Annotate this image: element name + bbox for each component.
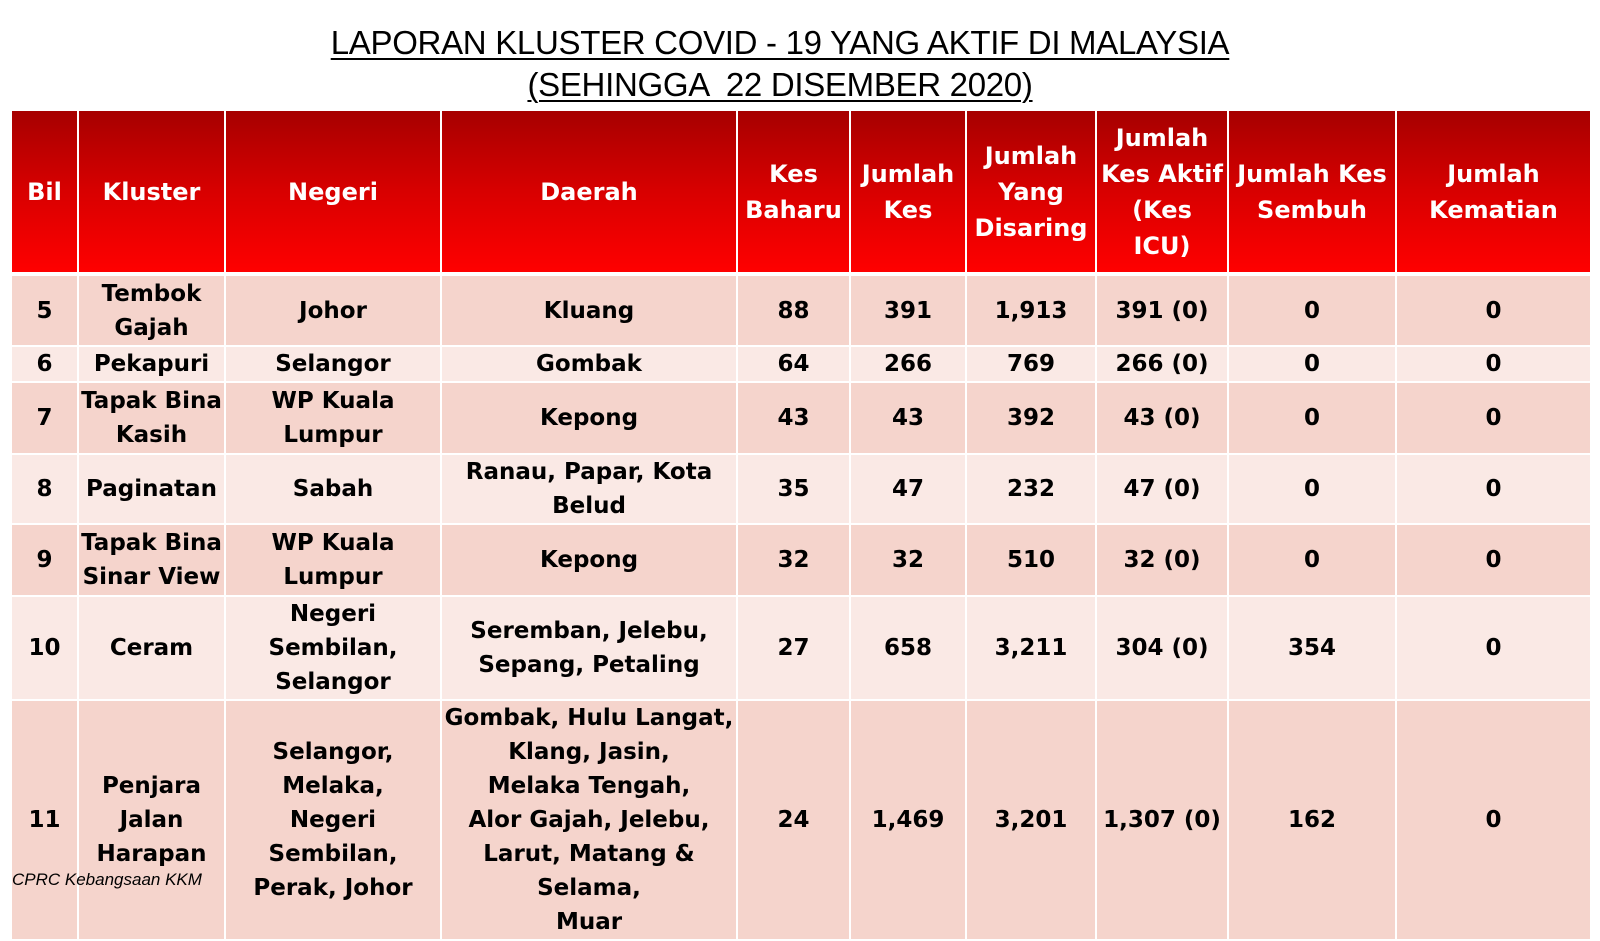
cell-disaring: 3,211 [966, 596, 1096, 700]
cell-negeri: Selangor [225, 346, 441, 382]
cell-daerah: Kepong [441, 524, 737, 596]
cell-disaring: 232 [966, 454, 1096, 524]
cell-daerah: Gombak, Hulu Langat, Klang, Jasin, Melaka Tengah, Alor Gajah, Jelebu, Larut, Matang & Selama, Muar [441, 700, 737, 940]
cell-daerah: Gombak [441, 346, 737, 382]
cell-sembuh: 0 [1228, 454, 1396, 524]
header-kes-aktif: Jumlah Kes Aktif (Kes ICU) [1096, 111, 1228, 274]
cell-bil: 8 [12, 454, 78, 524]
cell-kes-aktif: 43 (0) [1096, 382, 1228, 454]
cell-daerah: Seremban, Jelebu, Sepang, Petaling [441, 596, 737, 700]
cell-negeri: Negeri Sembilan, Selangor [225, 596, 441, 700]
cell-disaring: 769 [966, 346, 1096, 382]
cell-kes-baharu: 27 [737, 596, 850, 700]
cell-sembuh: 0 [1228, 346, 1396, 382]
cell-disaring: 392 [966, 382, 1096, 454]
cell-sembuh: 0 [1228, 382, 1396, 454]
cell-kes-baharu: 35 [737, 454, 850, 524]
cell-disaring: 510 [966, 524, 1096, 596]
header-bil: Bil [12, 111, 78, 274]
cell-bil: 5 [12, 274, 78, 346]
header-negeri: Negeri [225, 111, 441, 274]
cell-kluster: Tapak Bina Sinar View [78, 524, 225, 596]
cell-bil: 11 [12, 700, 78, 940]
cell-bil: 6 [12, 346, 78, 382]
table-row [12, 382, 1590, 454]
cell-kes-baharu: 88 [737, 274, 850, 346]
cell-jumlah-kes: 658 [850, 596, 966, 700]
table-row [12, 274, 1590, 346]
cell-kes-aktif: 1,307 (0) [1096, 700, 1228, 940]
header-kes-sembuh: Jumlah Kes Sembuh [1228, 111, 1396, 274]
cell-daerah: Ranau, Papar, Kota Belud [441, 454, 737, 524]
cell-kes-aktif: 47 (0) [1096, 454, 1228, 524]
header-kes-baharu: Kes Baharu [737, 111, 850, 274]
cell-disaring: 3,201 [966, 700, 1096, 940]
cell-negeri: Selangor, Melaka, Negeri Sembilan, Perak, Johor [225, 700, 441, 940]
table-row [12, 454, 1590, 524]
cell-jumlah-kes: 266 [850, 346, 966, 382]
report-title [0, 22, 1560, 106]
title-line-1: LAPORAN KLUSTER COVID - 19 YANG AKTIF DI MALAYSIA [330, 24, 1230, 61]
cell-negeri: WP Kuala Lumpur [225, 382, 441, 454]
cell-kematian: 0 [1396, 454, 1590, 524]
cell-jumlah-kes: 32 [850, 524, 966, 596]
table-row [12, 346, 1590, 382]
cell-sembuh: 0 [1228, 274, 1396, 346]
cell-negeri: Johor [225, 274, 441, 346]
cell-kes-baharu: 32 [737, 524, 850, 596]
cell-kes-aktif: 391 (0) [1096, 274, 1228, 346]
cell-negeri: Sabah [225, 454, 441, 524]
header-daerah: Daerah [441, 111, 737, 274]
cell-sembuh: 162 [1228, 700, 1396, 940]
cell-kematian: 0 [1396, 524, 1590, 596]
header-kluster: Kluster [78, 111, 225, 274]
cell-jumlah-kes: 47 [850, 454, 966, 524]
cell-jumlah-kes: 1,469 [850, 700, 966, 940]
cell-disaring: 1,913 [966, 274, 1096, 346]
cell-kematian: 0 [1396, 274, 1590, 346]
cell-kes-aktif: 266 (0) [1096, 346, 1228, 382]
cell-kematian: 0 [1396, 346, 1590, 382]
cell-daerah: Kepong [441, 382, 737, 454]
cell-bil: 7 [12, 382, 78, 454]
cell-kluster: Pekapuri [78, 346, 225, 382]
header-jumlah-kes: Jumlah Kes [850, 111, 966, 274]
cell-sembuh: 0 [1228, 524, 1396, 596]
header-row [12, 111, 1590, 274]
cell-kematian: 0 [1396, 700, 1590, 940]
cell-kematian: 0 [1396, 382, 1590, 454]
cell-jumlah-kes: 43 [850, 382, 966, 454]
cell-kluster: Tembok Gajah [78, 274, 225, 346]
cell-kes-baharu: 43 [737, 382, 850, 454]
cell-kes-baharu: 24 [737, 700, 850, 940]
cell-bil: 9 [12, 524, 78, 596]
source-footer: CPRC Kebangsaan KKM [12, 870, 202, 889]
cell-kluster: Paginatan [78, 454, 225, 524]
cell-kes-aktif: 304 (0) [1096, 596, 1228, 700]
cell-daerah: Kluang [441, 274, 737, 346]
table-row [12, 700, 1590, 940]
cell-kes-aktif: 32 (0) [1096, 524, 1228, 596]
cell-kluster: Ceram [78, 596, 225, 700]
cell-jumlah-kes: 391 [850, 274, 966, 346]
cell-kluster: Penjara Jalan Harapan [78, 700, 225, 940]
cell-kes-baharu: 64 [737, 346, 850, 382]
cell-kematian: 0 [1396, 596, 1590, 700]
cluster-table [12, 111, 1590, 941]
header-jumlah-disaring: Jumlah Yang Disaring [966, 111, 1096, 274]
title-line-2: (SEHINGGA 22 DISEMBER 2020) [527, 66, 1033, 103]
cell-kluster: Tapak Bina Kasih [78, 382, 225, 454]
cell-sembuh: 354 [1228, 596, 1396, 700]
table-row [12, 596, 1590, 700]
cell-bil: 10 [12, 596, 78, 700]
table-row [12, 524, 1590, 596]
cell-negeri: WP Kuala Lumpur [225, 524, 441, 596]
header-kematian: Jumlah Kematian [1396, 111, 1590, 274]
